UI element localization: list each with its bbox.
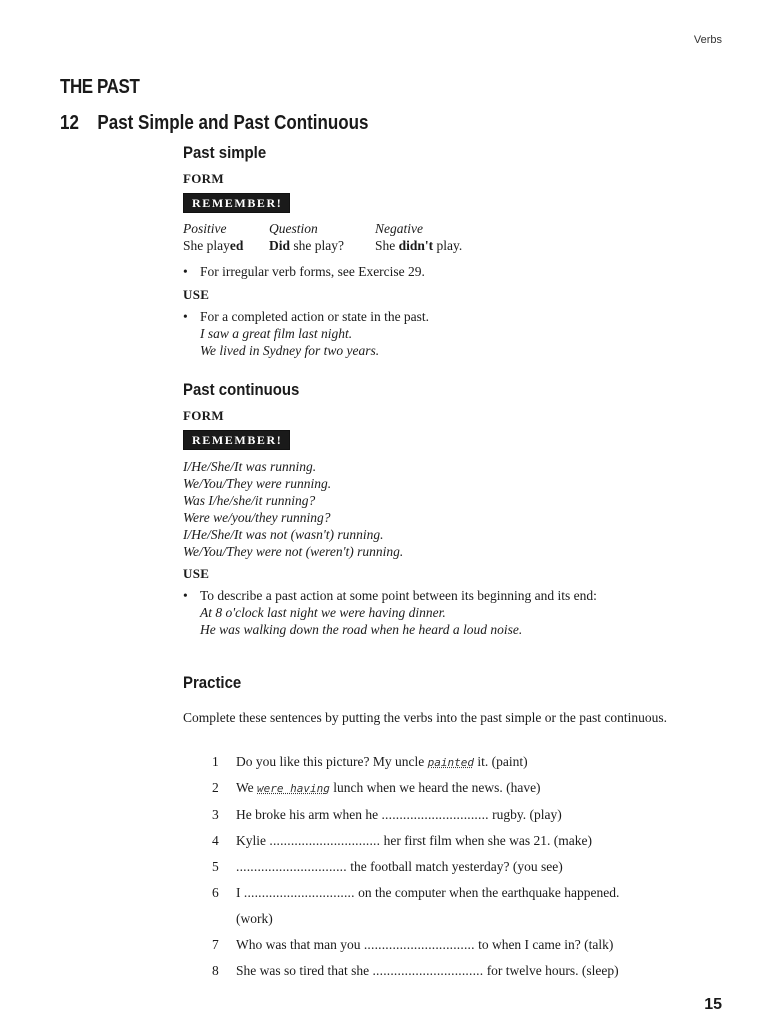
past-continuous-use-label: USE [183,566,210,581]
form-line: I/He/She/It was not (wasn't) running. [183,527,384,542]
exercise-item: 8 She was so tired that she ............................... for twelve hours. (sleep) [212,963,619,978]
exercise-item: 4 Kylie ............................... her first film when she was 21. (make) [212,833,593,848]
past-continuous-form-label: FORM [183,408,224,423]
exercise-item: 5 ............................... the football match yesterday? (you see) [212,859,563,874]
filled-answer: were having [257,782,330,795]
past-simple-heading: Past simple [183,143,267,162]
page-number: 15 [704,996,722,1013]
exercise-item: 1 Do you like this picture? My uncle painted it. (paint) [212,754,528,769]
unit-name: Past Simple and Past Continuous [97,112,369,134]
example-sentence: We lived in Sydney for two years. [200,343,380,358]
table-header-question: Question [269,221,318,236]
past-continuous-forms [183,458,722,560]
answer-blank[interactable]: ............................... [269,833,381,848]
answer-blank[interactable]: .............................. [381,807,489,822]
past-continuous-heading: Past continuous [183,380,300,399]
question-example: Did she play? [269,238,344,253]
filled-answer: painted [427,756,474,769]
answer-blank[interactable]: ............................... [372,963,484,978]
practice-section [183,673,722,726]
example-sentence: I saw a great film last night. [200,326,353,341]
past-simple-form-label: FORM [183,171,224,186]
chapter-title: THE PAST [60,76,140,98]
practice-instructions: Complete these sentences by putting the verbs into the past simple or the past continuous. [183,710,668,725]
past-simple-form-table [183,220,722,254]
form-line: We/You/They were not (weren't) running. [183,544,404,559]
form-line: I/He/She/It was running. [183,459,317,474]
exercise-item-continuation: (work) [236,911,273,926]
practice-heading: Practice [183,673,242,692]
running-header: Verbs [693,34,722,46]
remember-badge: REMEMBER! [183,193,290,213]
answer-blank[interactable]: ............................... [236,859,347,874]
exercise-item: 7 Who was that man you ............................... to when I came in? (talk) [212,937,614,952]
exercise-item: 6 I ............................... on the computer when the earthquake happened. [212,885,620,900]
past-continuous-use-item: • To describe a past action at some point between its beginning and its end: At 8 o'clock last night we were having dinner. He was walking down the road when he heard a loud noise. [183,587,722,638]
remember-badge: REMEMBER! [183,430,290,450]
form-line: Were we/you/they running? [183,510,331,525]
table-header-negative: Negative [375,221,423,236]
example-sentence: At 8 o'clock last night we were having dinner. [200,605,446,620]
irregular-note: • For irregular verb forms, see Exercise 29. [183,263,722,280]
form-line: Was I/he/she/it running? [183,493,316,508]
answer-blank[interactable]: ............................... [243,885,355,900]
unit-title [60,112,368,135]
exercise-item: 2 We were having lunch when we heard the news. (have) [212,780,541,795]
past-simple-use-label: USE [183,287,210,302]
negative-example: She didn't play. [375,238,463,253]
positive-example: She played [183,238,244,253]
table-header-positive: Positive [183,221,227,236]
past-continuous-section [183,380,722,638]
example-sentence: He was walking down the road when he heard a loud noise. [200,622,523,637]
exercise-item: 3 He broke his arm when he .............................. rugby. (play) [212,807,562,822]
form-line: We/You/They were running. [183,476,332,491]
answer-blank[interactable]: ............................... [363,937,475,952]
past-simple-use-item: • For a completed action or state in the past. I saw a great film last night. We lived in Sydney for two years. [183,308,722,359]
unit-number: 12 [60,112,79,134]
past-simple-section [183,143,722,359]
